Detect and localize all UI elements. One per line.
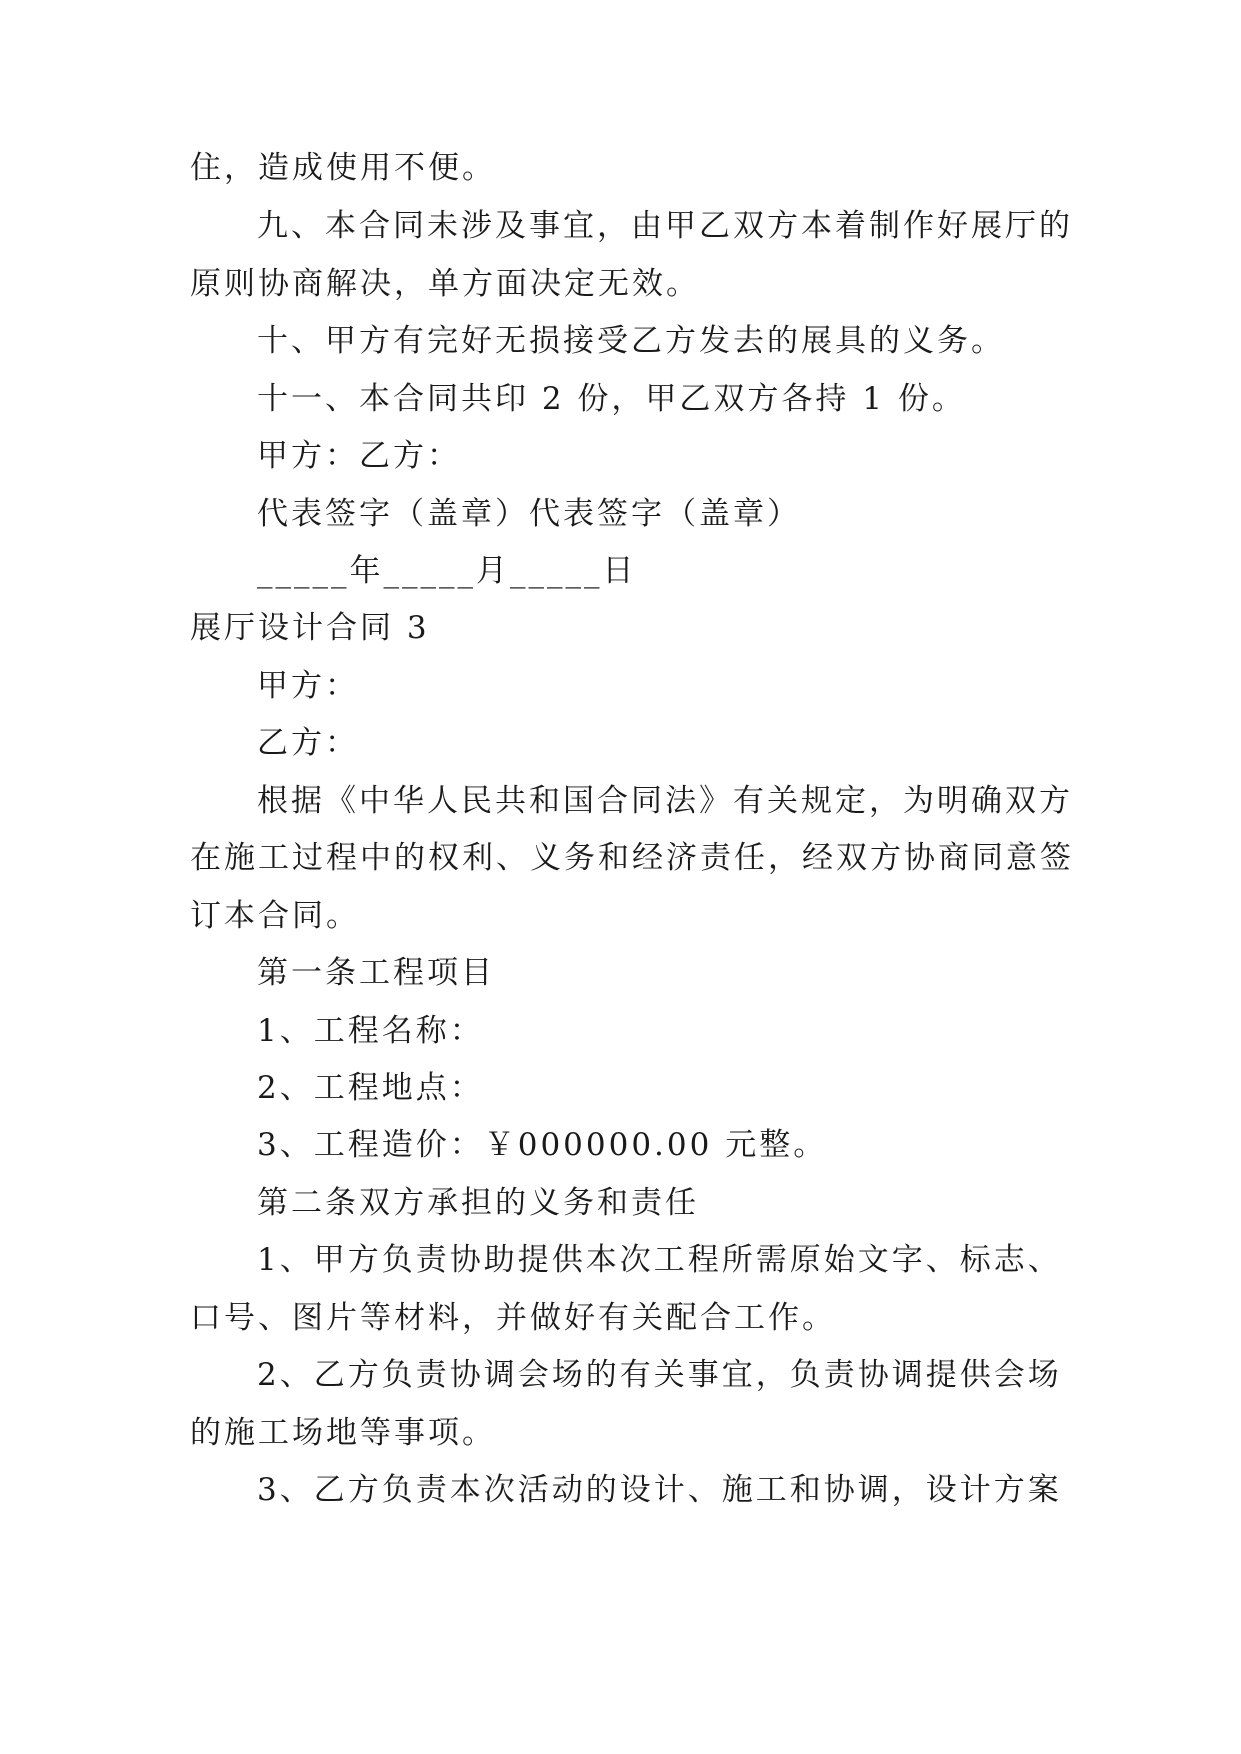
text-line: 甲方：乙方：	[257, 438, 461, 474]
section-heading: 展厅设计合同 3	[190, 610, 430, 646]
text-line: 十、甲方有完好无损接受乙方发去的展具的义务。	[257, 323, 1005, 359]
text-line: 第二条双方承担的义务和责任	[257, 1185, 699, 1221]
text-line: 1、甲方负责协助提供本次工程所需原始文字、标志、	[257, 1242, 1062, 1278]
text-line: 2、工程地点：	[257, 1070, 484, 1106]
text-line: _____年_____月_____日	[257, 553, 637, 589]
text-line: 根据《中华人民共和国合同法》有关规定，为明确双方	[257, 783, 1073, 819]
text-line: 2、乙方负责协调会场的有关事宜，负责协调提供会场	[257, 1357, 1062, 1393]
text-line: 代表签字（盖章）代表签字（盖章）	[257, 496, 801, 532]
text-line: 3、乙方负责本次活动的设计、施工和协调，设计方案	[257, 1472, 1062, 1508]
text-line: 订本合同。	[190, 898, 360, 934]
text-line: 乙方：	[257, 725, 359, 761]
text-line: 十一、本合同共印 2 份，甲乙双方各持 1 份。	[257, 381, 966, 417]
text-line: 在施工过程中的权利、义务和经济责任，经双方协商同意签	[190, 840, 1074, 876]
text-line: 1、工程名称：	[257, 1013, 484, 1049]
text-line: 的施工场地等事项。	[190, 1415, 496, 1451]
text-line: 口号、图片等材料，并做好有关配合工作。	[190, 1300, 836, 1336]
text-line: 九、本合同未涉及事宜，由甲乙双方本着制作好展厅的	[257, 208, 1073, 244]
text-line: 甲方：	[257, 668, 359, 704]
text-line: 原则协商解决，单方面决定无效。	[190, 266, 700, 302]
text-line: 3、工程造价：￥000000.00 元整。	[257, 1127, 828, 1163]
text-line: 第一条工程项目	[257, 955, 495, 991]
text-line: 住，造成使用不便。	[190, 150, 496, 186]
